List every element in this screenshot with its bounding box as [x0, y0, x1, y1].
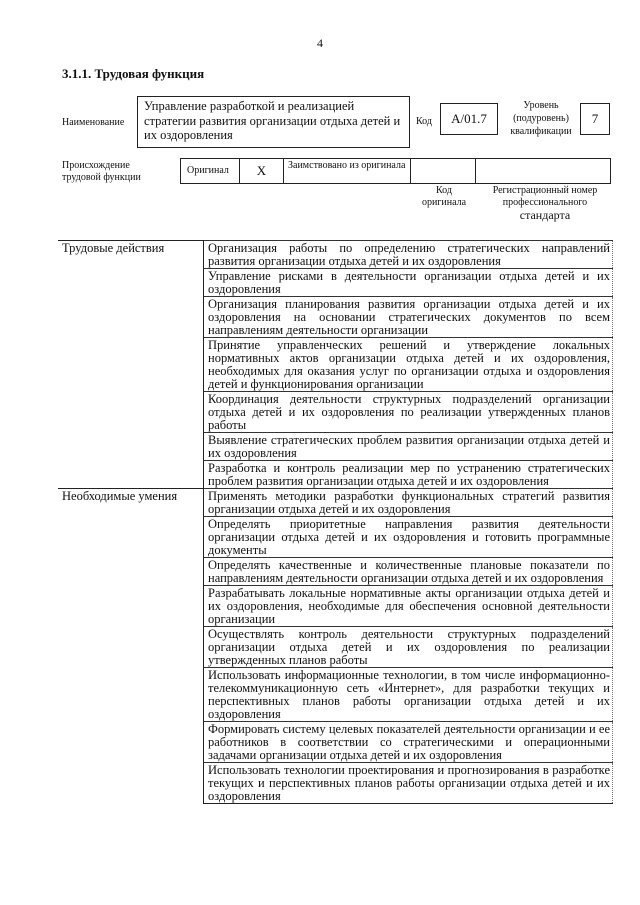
origin-label: Происхождение трудовой функции: [62, 160, 141, 183]
reg-number-label: [482, 185, 608, 221]
table-cell: Координация деятельности структурных подразделений организации отдыха детей и их оздоровления по реализации утвержденных планов работы: [204, 392, 613, 433]
table-cell: Осуществлять контроль деятельности структурных подразделений организации отдыха детей и их оздоровления по реализации утвержденных планов работы: [204, 627, 613, 668]
table-cell: Организация работы по определению стратегических направлений развития организации отдыха детей и их оздоровления: [204, 241, 613, 269]
table-cell: Управление рисками в деятельности организации отдыха детей и их оздоровления: [204, 269, 613, 297]
origin-mark: X: [239, 158, 284, 184]
section-heading: Необходимые умения: [58, 489, 204, 804]
code-label: Код: [416, 116, 432, 127]
code-original-label: Код оригинала: [421, 185, 467, 208]
table-cell: Формировать систему целевых показателей деятельности организации и ее работников в соответствии со стратегическими и операционными задачами организации отдыха детей и их оздоровления: [204, 722, 613, 763]
table-cell: Принятие управленческих решений и утверждение локальных нормативных актов организации отдыха детей и их оздоровления, необходимых для оказания услуг по организации отдыха и оздоровления детей и функционирования организации: [204, 338, 613, 392]
origin-borrowed: Заимствовано из оригинала: [283, 158, 411, 184]
table-cell: Выявление стратегических проблем развития организации отдыха детей и их оздоровления: [204, 433, 613, 461]
table-row: [58, 241, 613, 269]
reg-number-label-line2: стандарта: [519, 208, 571, 222]
name-label: Наименование: [62, 117, 125, 128]
table-cell: Определять приоритетные направления развития деятельности организации отдыха детей и их оздоровления и готовить программные документы: [204, 517, 613, 558]
origin-original: Оригинал: [180, 158, 240, 184]
code-value: А/01.7: [440, 103, 498, 135]
table-cell: Использовать технологии проектирования и прогнозирования в разработке текущих и перспективных планов работы организации отдыха детей и их оздоровления: [204, 763, 613, 804]
functions-table: [58, 240, 613, 804]
section-title: 3.1.1. Трудовая функция: [62, 66, 205, 81]
table-row: [58, 489, 613, 517]
table-cell: Применять методики разработки функциональных стратегий развития организации отдыха детей и их оздоровления: [204, 489, 613, 517]
table-cell: Разрабатывать локальные нормативные акты организации отдыха детей и их оздоровления, необходимые для обеспечения основной деятельности организации: [204, 586, 613, 627]
name-value: Управление разработкой и реализацией стратегии развития организации отдыха детей и их оздоровления: [137, 96, 410, 148]
origin-code-cell: [410, 158, 476, 184]
level-label: Уровень (подуровень) квалификации: [510, 100, 572, 137]
table-cell: Определять качественные и количественные плановые показатели по направлениям деятельности организации отдыха детей и их оздоровления: [204, 558, 613, 586]
origin-reg-cell: [475, 158, 611, 184]
origin-row: [180, 158, 611, 184]
section-heading: Трудовые действия: [58, 241, 204, 489]
table-cell: Разработка и контроль реализации мер по устранению стратегических проблем развития организации отдыха детей и их оздоровления: [204, 461, 613, 489]
level-value: 7: [580, 103, 610, 135]
table-cell: Использовать информационные технологии, в том числе информационно-телекоммуникационную сеть «Интернет», для разработки текущих и перспективных планов работы организации отдыха детей и их оздоровления: [204, 668, 613, 722]
table-cell: Организация планирования развития организации отдыха детей и их оздоровления на основании стратегических документов по всем направлениям деятельности организации: [204, 297, 613, 338]
reg-number-label-line1: Регистрационный номер профессионального: [492, 185, 598, 208]
page-number: 4: [317, 36, 323, 50]
